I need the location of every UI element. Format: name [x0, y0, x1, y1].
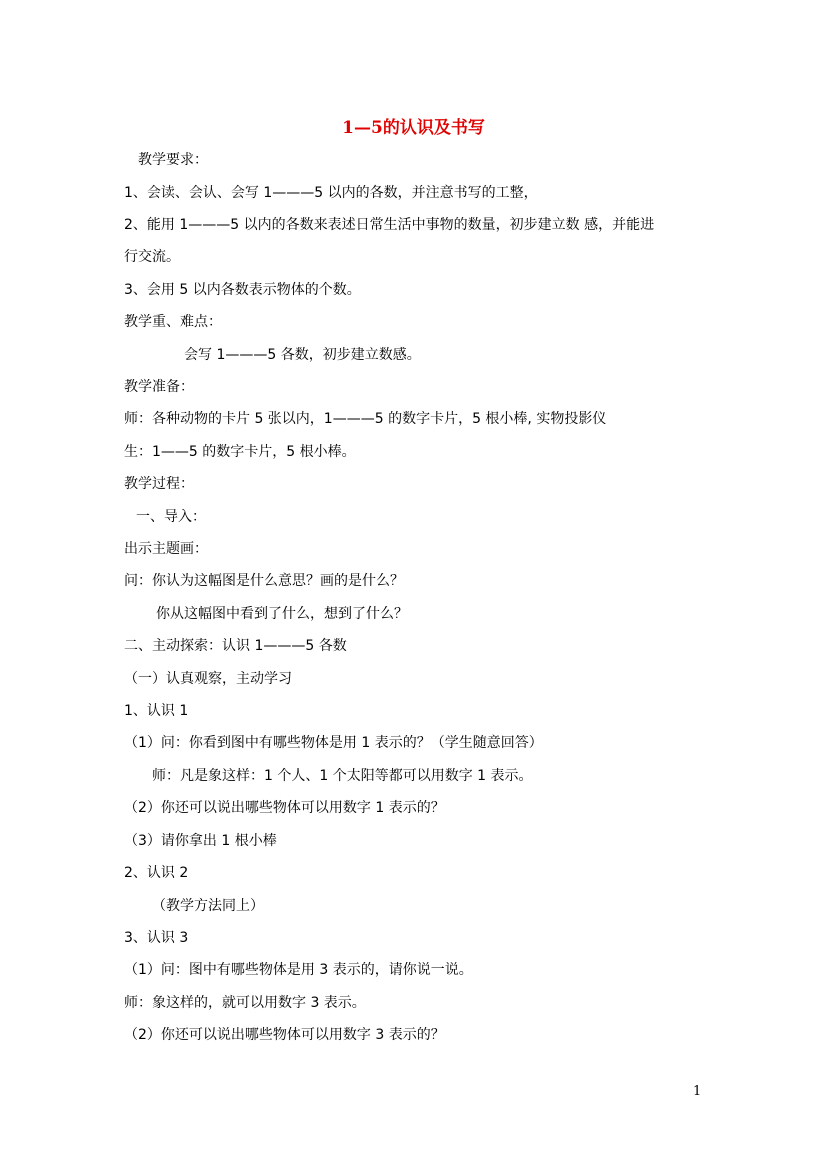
text-line: 师：各种动物的卡片 5 张以内，1———5 的数字卡片，5 根小棒, 实物投影仪 [124, 411, 607, 427]
text-line: 行交流。 [124, 249, 180, 265]
text-line: 1、认识 1 [124, 703, 189, 719]
text-line: 你从这幅图中看到了什么，想到了什么？ [156, 606, 408, 622]
text-line: （2）你还可以说出哪些物体可以用数字 3 表示的？ [124, 1027, 445, 1043]
text-line: （教学方法同上） [152, 898, 264, 914]
text-line: 1、会读、会认、会写 1———5 以内的各数，并注意书写的工整， [124, 185, 538, 201]
text-line: 教学过程： [124, 476, 194, 492]
text-line: 二、主动探索：认识 1———5 各数 [124, 638, 347, 654]
document-title: 1—5的认识及书写 [342, 118, 485, 138]
text-line: 会写 1———5 各数，初步建立数感。 [184, 347, 421, 363]
text-line: 教学重、难点： [124, 314, 222, 330]
text-line: 3、认识 3 [124, 930, 189, 946]
text-line: （1）问：你看到图中有哪些物体是用 1 表示的？（学生随意回答） [124, 735, 543, 751]
text-line: 师：凡是象这样：1 个人、1 个太阳等都可以用数字 1 表示。 [152, 768, 533, 784]
text-line: （3）请你拿出 1 根小棒 [124, 833, 277, 849]
text-line: 师：象这样的，就可以用数字 3 表示。 [124, 995, 366, 1011]
text-line: 生：1——5 的数字卡片，5 根小棒。 [124, 444, 356, 460]
text-line: 2、认识 2 [124, 865, 189, 881]
text-line: 问：你认为这幅图是什么意思？画的是什么？ [124, 573, 404, 589]
text-line: 教学要求： [138, 152, 208, 168]
text-line: （一）认真观察，主动学习 [124, 671, 292, 687]
text-line: 3、会用 5 以内各数表示物体的个数。 [124, 282, 361, 298]
text-line: 教学准备： [124, 379, 194, 395]
text-line: （2）你还可以说出哪些物体可以用数字 1 表示的？ [124, 800, 445, 816]
text-line: 一、导入： [136, 509, 206, 525]
text-line: （1）问：图中有哪些物体是用 3 表示的，请你说一说。 [124, 962, 473, 978]
text-line: 2、能用 1———5 以内的各数来表述日常生活中事物的数量，初步建立数 感，并能进 [124, 217, 655, 233]
page-number: 1 [693, 1084, 702, 1099]
text-line: 出示主题画： [124, 541, 208, 557]
